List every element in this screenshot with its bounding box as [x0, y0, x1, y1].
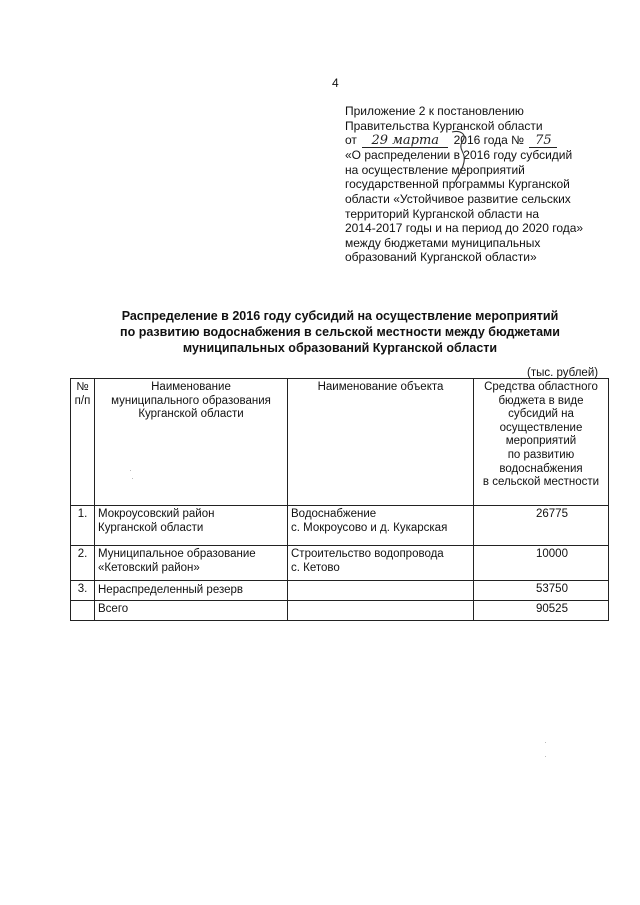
appendix-line-6: области «Устойчивое развитие сельских [345, 191, 571, 206]
row-num: 1. [71, 506, 95, 546]
row-municipality: Нераспределенный резерв [95, 581, 288, 601]
row-amount: 10000 [474, 546, 609, 581]
page-number: 4 [332, 76, 339, 90]
scan-speck [130, 470, 131, 471]
row-municipality: Мокроусовский район Курганской области [95, 506, 288, 546]
row-num: 3. [71, 581, 95, 601]
header-municipality: Наименование муниципального образования Курганской области [95, 379, 288, 506]
row-amount: 53750 [474, 581, 609, 601]
row-object [288, 581, 474, 601]
date-prefix: от [345, 133, 357, 148]
row-object [288, 601, 474, 621]
appendix-line-3: «О распределении в 2016 году субсидий [345, 148, 573, 163]
document-title [70, 308, 610, 356]
appendix-line-4: на осуществление мероприятий [345, 162, 525, 177]
header-object: Наименование объекта [288, 379, 474, 506]
subsidy-table [70, 378, 609, 621]
table-row [71, 546, 609, 581]
handwritten-date: 29 марта [362, 134, 448, 148]
scan-speck [545, 756, 546, 757]
row-num: 2. [71, 546, 95, 581]
scan-speck [132, 478, 133, 479]
table-total-row [71, 601, 609, 621]
row-num [71, 601, 95, 621]
row-municipality: Всего [95, 601, 288, 621]
scan-speck [545, 742, 546, 743]
year-text: 2016 года № [453, 133, 525, 148]
title-line-3: муниципальных образований Курганской области [182, 341, 498, 355]
units-note: (тыс. рублей) [527, 367, 599, 379]
row-amount: 90525 [474, 601, 609, 621]
title-line-1: Распределение в 2016 году субсидий на осуществление мероприятий [121, 309, 559, 323]
appendix-line-10: образований Курганской области» [345, 250, 537, 265]
header-funds: Средства областного бюджета в виде субсидий на осуществление мероприятий по развитию водоснабжения в сельской местности [474, 379, 609, 506]
table-row [71, 581, 609, 601]
appendix-line-7: территорий Курганской области на [345, 206, 540, 221]
appendix-line-8: 2014-2017 годы и на период до 2020 года» [345, 221, 584, 236]
appendix-line-1: Приложение 2 к постановлению [345, 104, 524, 118]
signature-stroke [446, 128, 486, 186]
row-object: Водоснабжение с. Мокроусово и д. Кукарская [288, 506, 474, 546]
table-header-row [71, 379, 609, 506]
header-num: № п/п [71, 379, 95, 506]
appendix-line-2: Правительства Курганской области [345, 118, 543, 133]
appendix-line-5: государственной программы Курганской [345, 177, 570, 192]
appendix-line-9: между бюджетами муниципальных [345, 235, 541, 250]
title-line-2: по развитию водоснабжения в сельской местности между бюджетами [120, 325, 560, 339]
row-municipality: Муниципальное образование «Кетовский район» [95, 546, 288, 581]
row-amount: 26775 [474, 506, 609, 546]
row-object: Строительство водопровода с. Кетово [288, 546, 474, 581]
handwritten-number: 75 [529, 134, 557, 148]
table-row [71, 506, 609, 546]
